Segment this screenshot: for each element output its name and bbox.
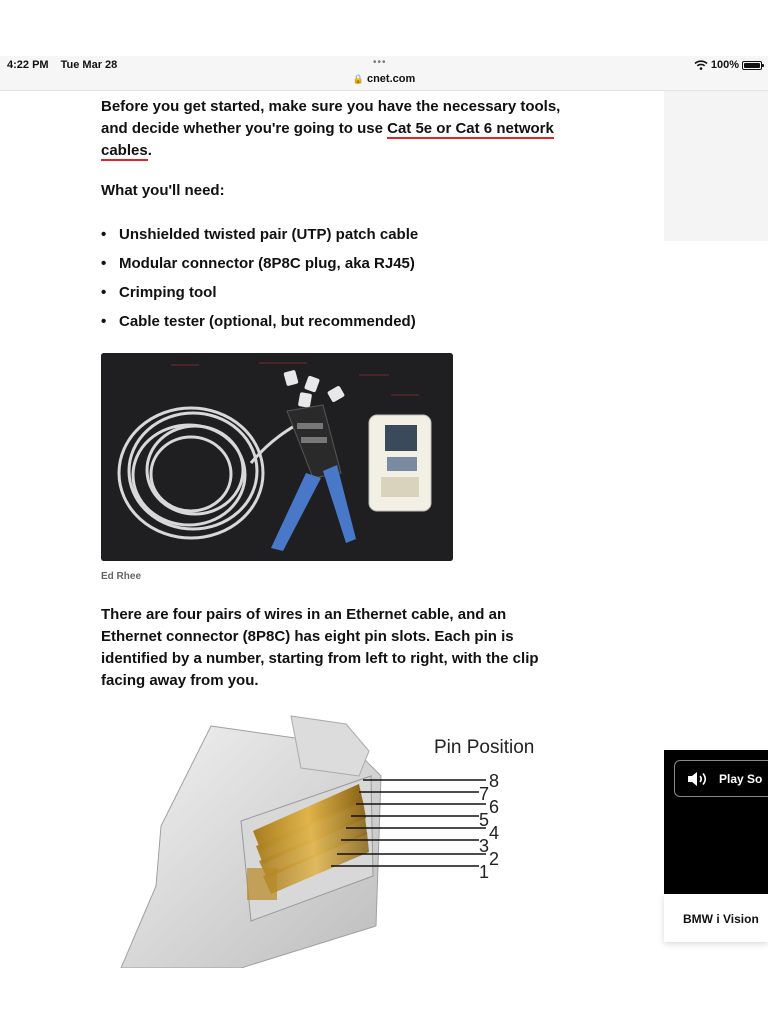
- sidebar-ad-placeholder: [664, 91, 768, 241]
- pin-label: 1: [479, 862, 490, 882]
- pin-label: 2: [489, 849, 500, 869]
- pin-label: 8: [489, 771, 500, 791]
- address-bar[interactable]: [0, 73, 768, 85]
- tools-list: [101, 223, 418, 339]
- list-item: • Cable tester (optional, but recommended): [101, 310, 418, 339]
- list-item: • Crimping tool: [101, 281, 418, 310]
- list-item: • Unshielded twisted pair (UTP) patch cable: [101, 223, 418, 252]
- pins-paragraph: [101, 604, 571, 692]
- play-sound-label: Play So: [719, 771, 763, 786]
- tools-photo-illustration: [101, 353, 453, 561]
- intro-text: Before you get started, make sure you have the necessary tools, and decide whether you're going to use: [101, 98, 561, 137]
- tab-dots-icon[interactable]: •••: [373, 57, 387, 68]
- pin-diagram-title: Pin Position: [434, 737, 535, 758]
- status-time: 4:22 PM: [7, 59, 49, 71]
- cat-cables-link[interactable]: Cat 5e or Cat 6 network cables: [101, 120, 554, 159]
- address-url: cnet.com: [366, 73, 416, 85]
- cable-tester-illustration: [369, 415, 431, 511]
- intro-paragraph: [101, 96, 571, 162]
- status-indicators: [694, 59, 762, 71]
- list-item: • Modular connector (8P8C plug, aka RJ45): [101, 252, 418, 281]
- lock-icon: 🔒: [352, 74, 364, 84]
- pin-label: 5: [479, 810, 490, 830]
- browser-status-bar: [0, 56, 768, 91]
- status-date: Tue Mar 28: [60, 59, 118, 71]
- ad-caption-text: BMW i Vision: [683, 912, 759, 926]
- ad-caption[interactable]: [664, 894, 768, 942]
- battery-icon: [742, 61, 762, 70]
- speaker-icon: [687, 770, 713, 788]
- wifi-icon: [694, 60, 708, 70]
- battery-percent: 100%: [710, 59, 739, 71]
- tools-photo[interactable]: [101, 353, 453, 561]
- pin-number-labels: [479, 771, 499, 882]
- pin-label: 6: [489, 797, 500, 817]
- play-sound-button[interactable]: [674, 760, 768, 797]
- needs-heading: What you'll need:: [101, 182, 225, 199]
- pin-label: 4: [489, 823, 500, 843]
- video-ad[interactable]: [664, 750, 768, 894]
- status-time-date: [7, 59, 117, 71]
- pin-label: 7: [479, 784, 490, 804]
- photo-caption: Ed Rhee: [101, 571, 142, 582]
- pin-position-diagram[interactable]: [101, 706, 581, 968]
- intro-period: .: [147, 142, 152, 159]
- pin-label: 3: [479, 836, 490, 856]
- pins-text: There are four pairs of wires in an Ethernet cable, and an Ethernet connector (8P8C) has eight pin slots. Each pin is identified by a number, starting from left to right, with the clip facing away from you.: [101, 606, 539, 689]
